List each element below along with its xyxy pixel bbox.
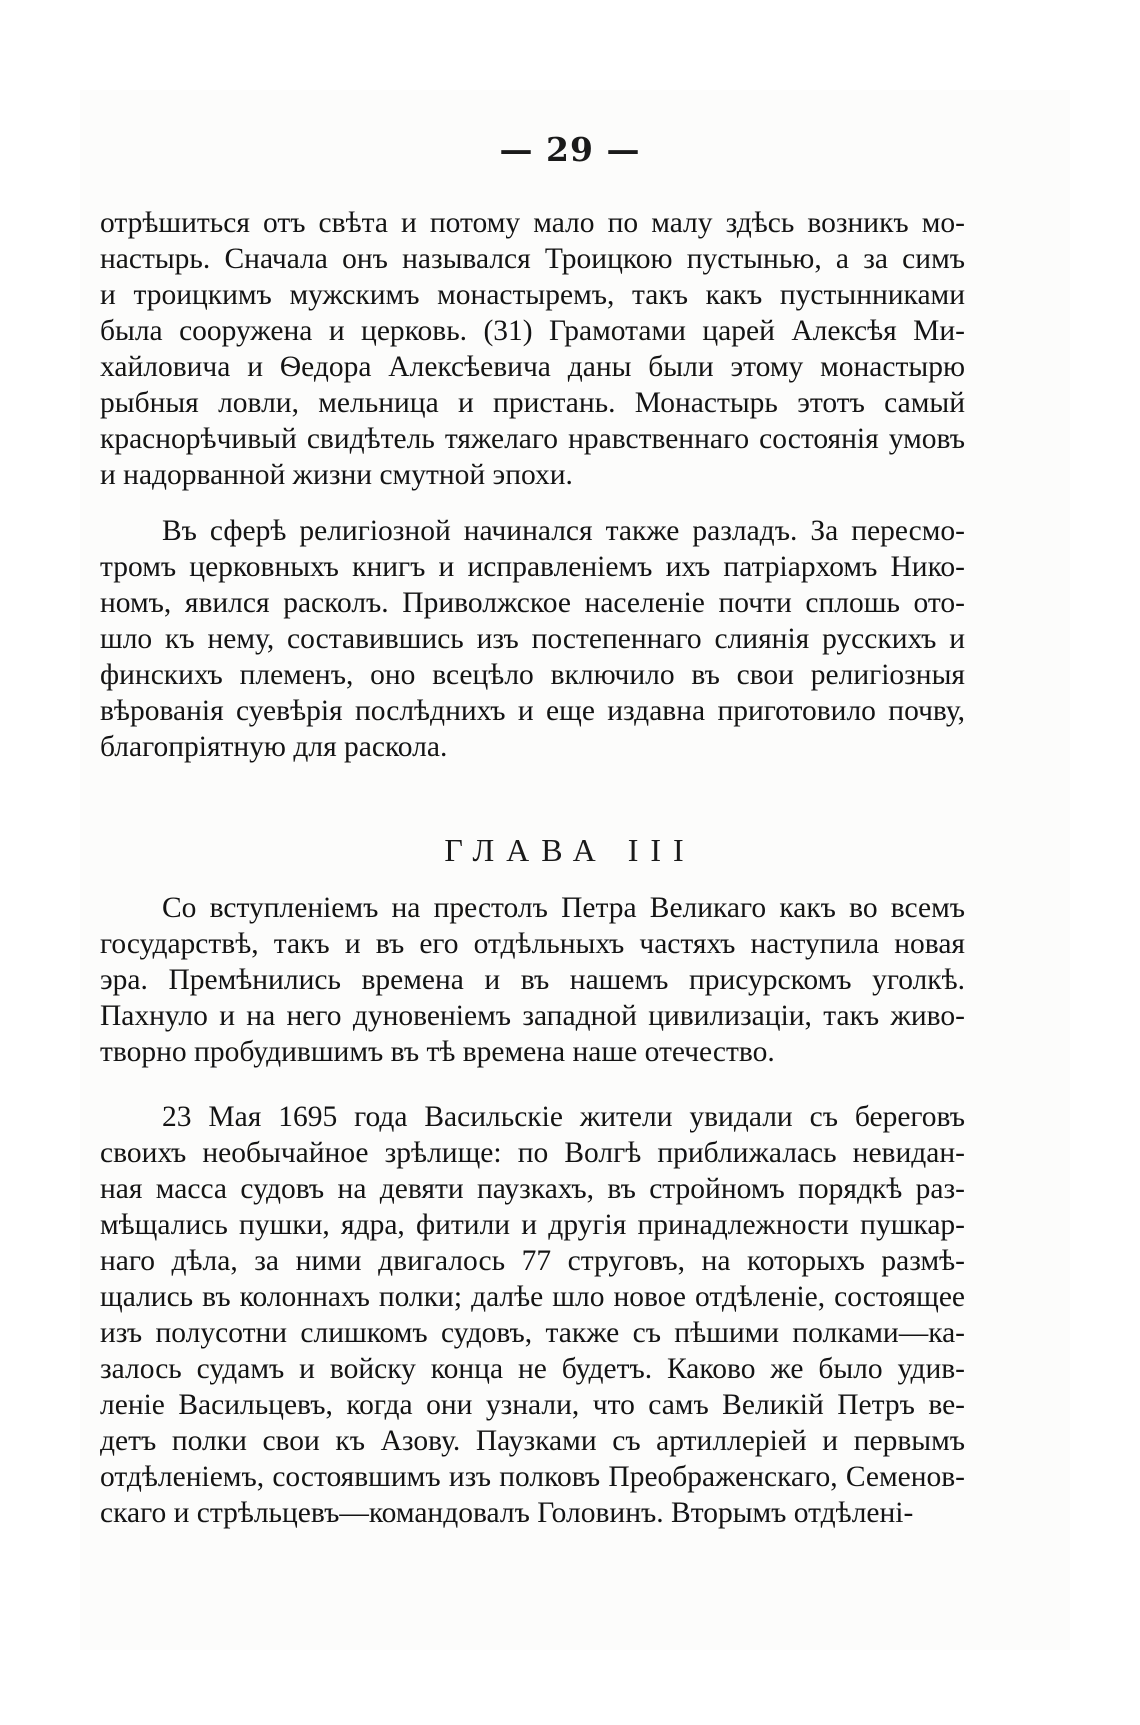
text-line: скаго и стрѣльцевъ—командовалъ Головинъ. Вторымъ отдѣлені- xyxy=(100,1497,914,1529)
text-line: леніе Васильцевъ, когда они узнали, что самъ Великій Петръ ве- xyxy=(100,1389,965,1421)
text-line: изъ полусотни слишкомъ судовъ, также съ пѣшими полками—ка- xyxy=(100,1317,965,1349)
page-number: — 29 — xyxy=(499,130,641,169)
text-line: Пахнуло и на него дуновеніемъ западной цивилизаціи, такъ живо- xyxy=(100,1000,965,1032)
text-line: рыбныя ловли, мельница и пристань. Монастырь этотъ самый xyxy=(100,387,965,419)
text-line: вѣрованія суевѣрія послѣднихъ и еще издавна приготовило почву, xyxy=(100,695,965,727)
text-line: государствѣ, такъ и въ его отдѣльныхъ частяхъ наступила новая xyxy=(100,928,965,960)
text-line: детъ полки свои къ Азову. Паузками съ артиллеріей и первымъ xyxy=(100,1425,965,1457)
text-line: краснорѣчивый свидѣтель тяжелаго нравственнаго состоянія умовъ xyxy=(100,423,965,455)
text-line: Со вступленіемъ на престолъ Петра Великаго какъ во всемъ xyxy=(162,892,965,924)
text-line: финскихъ племенъ, оно всецѣло включило въ свои религіозныя xyxy=(100,659,965,691)
text-line: настырь. Сначала онъ назывался Троицкою пустынью, а за симъ xyxy=(100,243,965,275)
paragraph-3 xyxy=(100,890,965,1070)
text-line: хайловича и Ѳедора Алексѣевича даны были этому монастырю xyxy=(100,351,965,383)
text-line: тромъ церковныхъ книгъ и исправленіемъ ихъ патріархомъ Нико- xyxy=(100,551,965,583)
paragraph-2 xyxy=(100,513,965,765)
paragraph-1 xyxy=(100,205,965,493)
text-line: благопріятную для раскола. xyxy=(100,731,448,763)
text-line: и троицкимъ мужскимъ монастыремъ, такъ какъ пустынниками xyxy=(100,279,965,311)
text-line: своихъ необычайное зрѣлище: по Волгѣ приближалась невидан- xyxy=(100,1137,965,1169)
text-line: залось судамъ и войску конца не будетъ. Каково же было удив- xyxy=(100,1353,965,1385)
text-line: щались въ колоннахъ полки; далѣе шло новое отдѣленіе, состоящее xyxy=(100,1281,965,1313)
text-line: была сооружена и церковь. (31) Грамотами царей Алексѣя Ми- xyxy=(100,315,965,347)
paragraph-4 xyxy=(100,1099,965,1531)
text-line: и надорванной жизни смутной эпохи. xyxy=(100,459,573,491)
text-line: отдѣленіемъ, состоявшимъ изъ полковъ Преображенскаго, Семенов- xyxy=(100,1461,965,1493)
text-line: отрѣшиться отъ свѣта и потому мало по малу здѣсь возникъ мо- xyxy=(100,207,965,239)
chapter-heading: ГЛАВА III xyxy=(444,832,696,868)
text-line: мѣщались пушки, ядра, фитили и другія принадлежности пушкар- xyxy=(100,1209,965,1241)
text-line: 23 Мая 1695 года Васильскіе жители увидали съ береговъ xyxy=(162,1101,965,1133)
text-line: шло къ нему, составившись изъ постепеннаго слиянія русскихъ и xyxy=(100,623,965,655)
text-line: наго дѣла, за ними двигалось 77 струговъ, на которыхъ размѣ- xyxy=(100,1245,965,1277)
text-line: творно пробудившимъ въ тѣ времена наше отечество. xyxy=(100,1036,775,1068)
text-line: ная масса судовъ на девяти паузкахъ, въ стройномъ порядкѣ раз- xyxy=(100,1173,965,1205)
text-line: номъ, явился расколъ. Приволжское населеніе почти сплошь ото- xyxy=(100,587,965,619)
text-line: Въ сферѣ религіозной начинался также разладъ. За пересмо- xyxy=(162,515,965,547)
text-line: эра. Премѣнились времена и въ нашемъ присурскомъ уголкѣ. xyxy=(100,964,965,996)
